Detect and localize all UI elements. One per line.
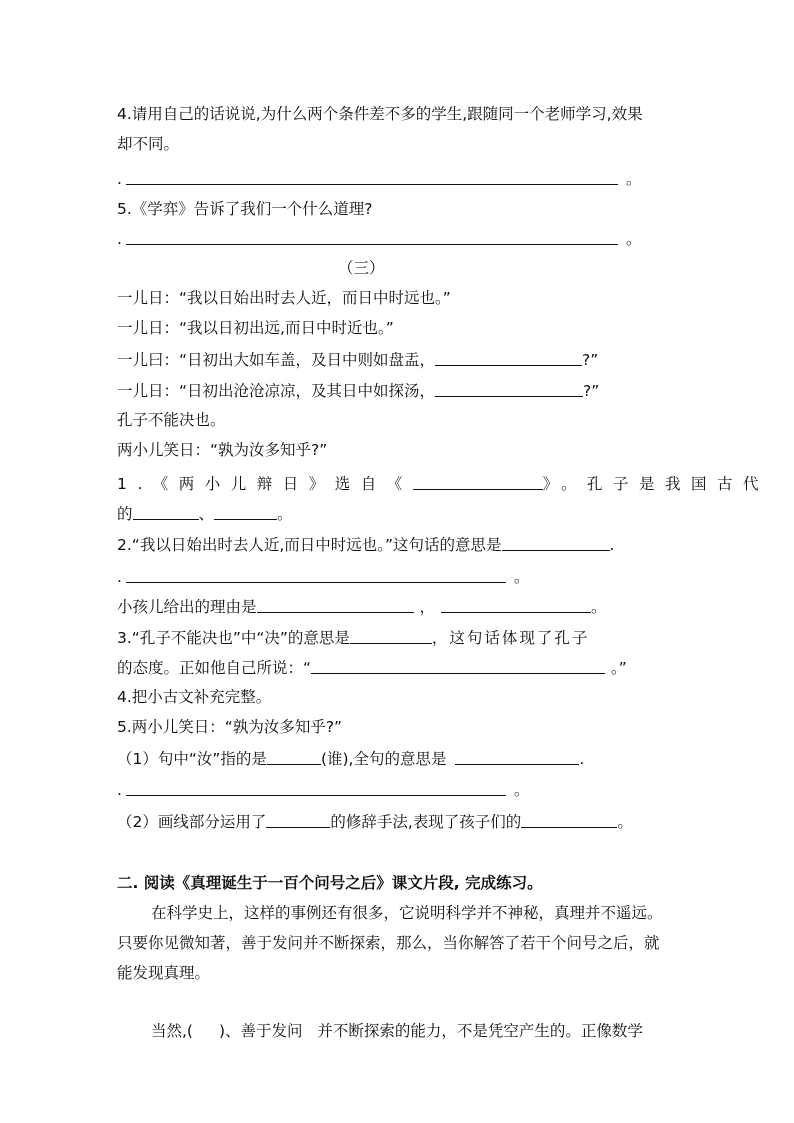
question-5b-part2-text-a: （2）画线部分运用了 [117, 813, 267, 831]
fill-blank-who[interactable] [267, 748, 321, 765]
text-line-5-content: 孔子不能决也。 [117, 411, 226, 429]
answer-dot: . [117, 170, 122, 188]
question-4-line2 [117, 133, 179, 155]
question-1-text-a: 1.《两小儿辩日》选自《 [117, 475, 413, 493]
fill-blank-identity-1[interactable] [133, 503, 199, 520]
question-3-text-a: 3.“孔子不能决也”中“决”的意思是 [117, 629, 350, 647]
question-3 [117, 627, 589, 649]
question-5-text: 5.《学弈》告诉了我们一个什么道理? [117, 200, 373, 218]
passage-line-1-text: 在科学史上，这样的事例还有很多，它说明科学并不神秘，真理并不遥远。 [151, 904, 663, 922]
answer-line-q2 [117, 566, 529, 588]
text-line-2-content: 一儿日：“我以日初出远,而日中时近也。” [117, 319, 394, 337]
text-line-3-end: ?” [582, 351, 599, 369]
question-4b-text: 4.把小古文补充完整。 [117, 688, 272, 706]
question-4 [117, 103, 643, 125]
answer-blank[interactable] [126, 228, 618, 245]
question-1 [117, 473, 769, 495]
fill-blank-book-title[interactable] [413, 473, 543, 490]
question-5b-part1-text-b: (谁),全句的意思是 [320, 750, 452, 768]
answer-blank[interactable] [126, 168, 618, 185]
question-5b-part1-text-a: （1）句中“汝”指的是 [117, 750, 267, 768]
answer-end-period: 。 [513, 781, 530, 799]
answer-blank[interactable] [126, 779, 506, 796]
answer-end-period: 。 [625, 230, 642, 248]
text-line-4-content: 一儿日：“日初出沧沧凉凉，及其日中如探汤， [117, 382, 436, 400]
passage-line-4-text-a: 当然,( [151, 1022, 193, 1040]
question-2-reason-text: 小孩儿给出的理由是 [117, 598, 257, 616]
question-1-end: 。 [277, 505, 293, 523]
question-3-text-c: 的态度。正如他自己所说：“ [117, 659, 312, 677]
passage-line-2 [117, 932, 660, 954]
question-3-end: 。” [611, 659, 627, 677]
text-line-1-content: 一儿日：“我以日始出时去人近，而日中时远也。” [117, 289, 451, 307]
question-1-text-b: 》。孔子是我国古代 [542, 475, 770, 493]
question-5b-part2-end: 。 [617, 813, 633, 831]
fill-blank-line-3[interactable] [435, 349, 582, 366]
question-4-text-line1: 4.请用自己的话说说,为什么两个条件差不多的学生,跟随同一个老师学习,效果 [117, 105, 643, 123]
text-line-6 [117, 439, 327, 461]
text-line-6-content: 两小儿笑日：“孰为汝多知乎?” [117, 441, 328, 459]
text-line-1 [117, 287, 451, 309]
fill-blank-jue-meaning[interactable] [350, 627, 432, 644]
question-3-line2 [117, 657, 627, 679]
fill-blank-reason-1[interactable] [257, 596, 414, 613]
answer-line-q5 [117, 228, 641, 250]
answer-blank[interactable] [126, 566, 506, 583]
question-2-text: 2.“我以日始出时去人近,而日中时远也。”这句话的意思是 [117, 536, 502, 554]
passage-line-2-text: 只要你见微知著，善于发问并不断探索，那么，当你解答了若干个问号之后，就 [117, 934, 660, 952]
answer-dot: . [117, 568, 122, 586]
question-1-text-c: 的 [117, 505, 133, 523]
fill-blank-character[interactable] [521, 811, 617, 828]
question-3-text-b: ，这句话体现了孔子 [431, 629, 590, 647]
question-5b-part1-end: . [579, 750, 585, 768]
question-5b-text: 5.两小儿笑日：“孰为汝多知乎?” [117, 718, 343, 736]
text-line-3-content: 一儿曰：“日初出大如车盖，及日中则如盘盂， [117, 351, 436, 369]
section-2-heading [117, 872, 543, 894]
question-2 [117, 534, 614, 556]
section-2-heading-text: 二. 阅读《真理诞生于一百个问号之后》课文片段, 完成练习。 [117, 874, 543, 892]
fill-blank-rhetoric[interactable] [266, 811, 330, 828]
question-2-reason-end: 。 [591, 598, 607, 616]
fill-blank-identity-2[interactable] [214, 503, 277, 520]
question-5b [117, 716, 342, 738]
answer-dot: . [117, 230, 122, 248]
section-title [338, 257, 385, 279]
text-line-2 [117, 317, 394, 339]
answer-end-period: 。 [625, 170, 642, 188]
question-1-line2 [117, 503, 293, 525]
question-2-reason [117, 596, 607, 618]
text-line-5 [117, 409, 226, 431]
question-2-end: . [609, 536, 615, 554]
answer-dot: . [117, 781, 122, 799]
section-title-text: （三） [338, 259, 385, 277]
question-5b-part2 [117, 811, 633, 833]
question-5b-part1 [117, 748, 584, 770]
question-4-text-line2: 却不同。 [117, 135, 180, 153]
passage-line-3 [117, 962, 210, 984]
fill-blank-quote[interactable] [311, 657, 605, 674]
question-5b-part2-text-b: 的修辞手法,表现了孩子们的 [330, 813, 522, 831]
fill-blank-meaning[interactable] [502, 534, 610, 551]
passage-line-4-text-b: )、善于发问 并不断探索的能力，不是凭空产生的。正像数学 [218, 1022, 643, 1040]
fill-blank-reason-2[interactable] [441, 596, 591, 613]
text-line-4-end: ?” [583, 382, 600, 400]
question-4b [117, 686, 271, 708]
question-5 [117, 198, 373, 220]
text-line-3 [117, 349, 598, 371]
passage-line-4 [151, 1020, 643, 1042]
passage-line-3-text: 能发现真理。 [117, 964, 211, 982]
fill-blank-line-4[interactable] [435, 380, 583, 397]
passage-line-1 [151, 902, 663, 924]
question-2-comma: ， [419, 598, 436, 616]
answer-line-q5b [117, 779, 529, 801]
question-1-separator: 、 [198, 505, 215, 523]
answer-end-period: 。 [513, 568, 530, 586]
text-line-4 [117, 380, 599, 402]
fill-blank-sentence-meaning[interactable] [455, 748, 579, 765]
answer-line-q4 [117, 168, 641, 190]
